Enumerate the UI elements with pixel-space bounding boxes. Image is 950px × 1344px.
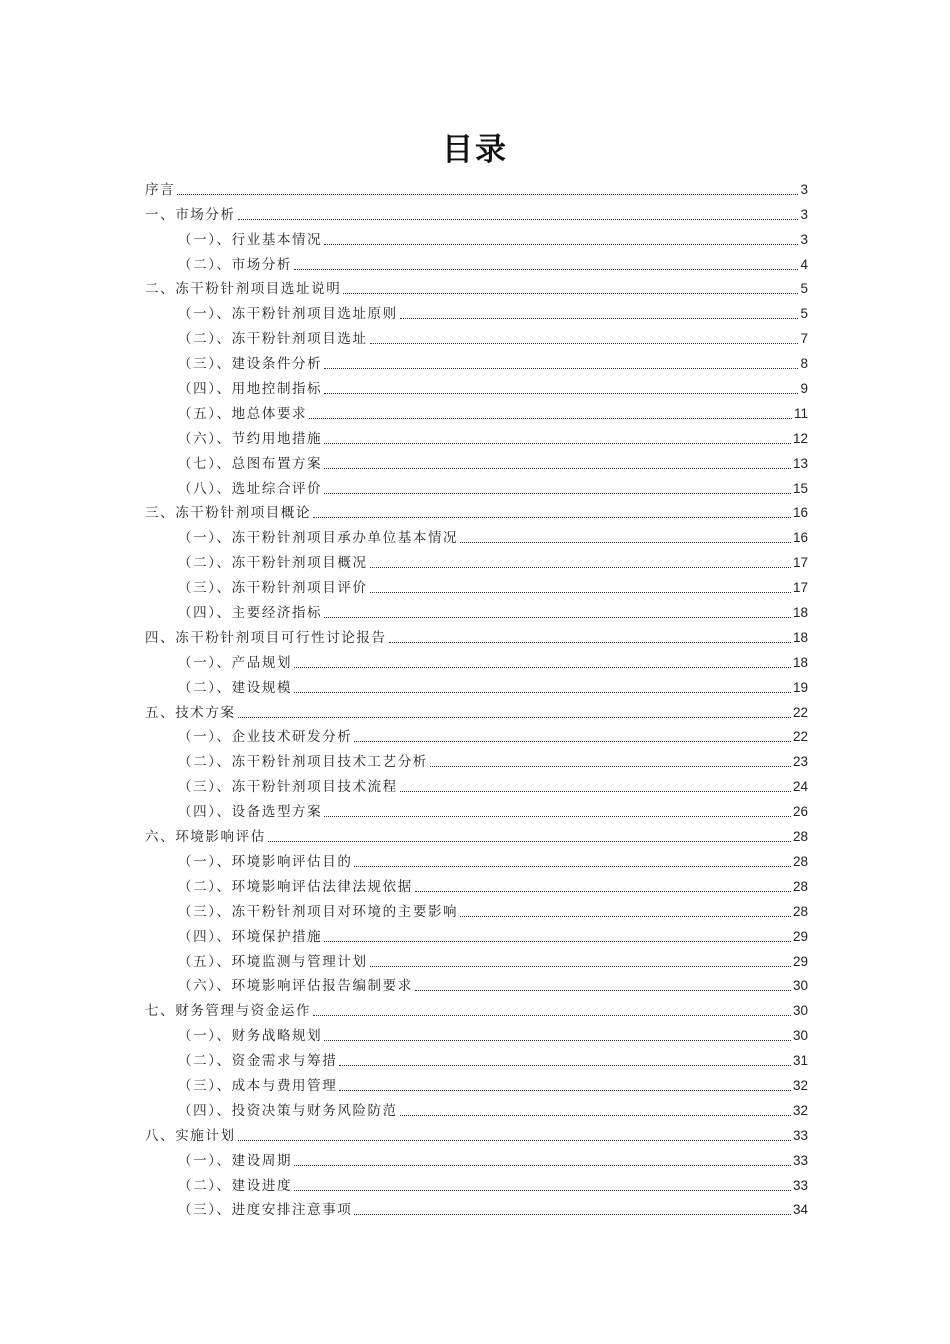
toc-entry-page-number: 16: [792, 505, 808, 521]
toc-dot-leader: [238, 717, 791, 718]
toc-entry-page-number: 28: [792, 853, 808, 869]
toc-entry-page-number: 28: [792, 829, 808, 845]
toc-entry-page-number: 29: [792, 953, 808, 969]
toc-dot-leader: [343, 293, 798, 294]
toc-entry-label: （一）、冻干粉针剂项目承办单位基本情况: [178, 530, 459, 547]
toc-entry-page-number: 32: [792, 1102, 808, 1118]
table-of-contents: [145, 174, 808, 1219]
toc-entry[interactable]: [145, 1195, 808, 1220]
toc-entry-label: （七）、总图布置方案: [178, 455, 323, 472]
toc-dot-leader: [354, 741, 791, 742]
toc-dot-leader: [238, 1140, 791, 1141]
toc-dot-leader: [415, 990, 791, 991]
toc-entry[interactable]: [145, 572, 808, 597]
toc-entry-page-number: 9: [800, 381, 808, 397]
toc-entry-label: （六）、节约用地措施: [178, 430, 323, 447]
toc-entry-label: 一、市场分析: [145, 206, 236, 223]
toc-entry-label: （三）、建设条件分析: [178, 356, 323, 373]
toc-entry[interactable]: [145, 697, 808, 722]
toc-entry-page-number: 22: [792, 729, 808, 745]
toc-entry-page-number: 3: [800, 181, 808, 197]
toc-entry-label: （一）、行业基本情况: [178, 231, 323, 248]
toc-entry[interactable]: [145, 1145, 808, 1170]
toc-entry-label: 七、财务管理与资金运作: [145, 1003, 312, 1020]
toc-entry-page-number: 7: [800, 331, 808, 347]
toc-dot-leader: [294, 1190, 791, 1191]
toc-entry-label: （四）、环境保护措施: [178, 928, 323, 945]
toc-entry-label: （一）、冻干粉针剂项目选址原则: [178, 306, 398, 323]
toc-dot-leader: [268, 841, 791, 842]
toc-entry[interactable]: [145, 547, 808, 572]
toc-entry-label: （二）、资金需求与筹措: [178, 1053, 338, 1070]
toc-entry-page-number: 19: [792, 679, 808, 695]
toc-dot-leader: [324, 493, 791, 494]
toc-entry-label: 序言: [145, 181, 176, 198]
toc-entry[interactable]: [145, 946, 808, 971]
toc-dot-leader: [324, 393, 798, 394]
toc-entry-label: （二）、冻干粉针剂项目选址: [178, 331, 368, 348]
toc-dot-leader: [294, 692, 791, 693]
toc-entry[interactable]: [145, 448, 808, 473]
toc-entry-label: （六）、环境影响评估报告编制要求: [178, 978, 413, 995]
toc-dot-leader: [370, 567, 791, 568]
toc-entry[interactable]: [145, 373, 808, 398]
toc-entry[interactable]: [145, 771, 808, 796]
toc-dot-leader: [415, 891, 791, 892]
toc-entry-page-number: 30: [792, 1003, 808, 1019]
toc-entry[interactable]: [145, 249, 808, 274]
toc-dot-leader: [400, 1115, 791, 1116]
toc-entry-label: （一）、财务战略规划: [178, 1028, 323, 1045]
toc-dot-leader: [400, 791, 791, 792]
toc-dot-leader: [339, 1065, 791, 1066]
toc-entry-page-number: 5: [800, 281, 808, 297]
toc-entry[interactable]: [145, 796, 808, 821]
toc-dot-leader: [294, 1165, 791, 1166]
toc-entry-page-number: 13: [792, 455, 808, 471]
toc-entry-page-number: 23: [792, 754, 808, 770]
toc-entry-label: （五）、地总体要求: [178, 405, 308, 422]
toc-entry-label: （二）、市场分析: [178, 256, 293, 273]
toc-entry-label: （三）、进度安排注意事项: [178, 1202, 353, 1219]
toc-dot-leader: [324, 468, 791, 469]
toc-dot-leader: [294, 667, 791, 668]
toc-dot-leader: [460, 916, 791, 917]
toc-dot-leader: [238, 219, 799, 220]
toc-entry-label: （二）、冻干粉针剂项目概况: [178, 555, 368, 572]
toc-dot-leader: [370, 592, 791, 593]
toc-dot-leader: [460, 542, 791, 543]
toc-dot-leader: [313, 1015, 791, 1016]
toc-entry[interactable]: [145, 199, 808, 224]
toc-entry-label: 四、冻干粉针剂项目可行性讨论报告: [145, 629, 387, 646]
toc-dot-leader: [400, 318, 799, 319]
toc-entry-label: （一）、企业技术研发分析: [178, 729, 353, 746]
toc-entry[interactable]: [145, 1070, 808, 1095]
toc-entry-page-number: 16: [792, 530, 808, 546]
toc-entry-label: 五、技术方案: [145, 704, 236, 721]
toc-entry-page-number: 28: [792, 878, 808, 894]
toc-entry-page-number: 29: [792, 928, 808, 944]
toc-entry[interactable]: [145, 1095, 808, 1120]
toc-entry-label: 八、实施计划: [145, 1127, 236, 1144]
toc-dot-leader: [354, 1214, 791, 1215]
toc-entry-page-number: 32: [792, 1077, 808, 1093]
toc-dot-leader: [324, 617, 791, 618]
toc-entry-page-number: 24: [792, 779, 808, 795]
toc-entry-page-number: 5: [800, 306, 808, 322]
toc-entry[interactable]: [145, 323, 808, 348]
toc-dot-leader: [324, 443, 791, 444]
toc-entry-label: （四）、设备选型方案: [178, 804, 323, 821]
toc-dot-leader: [430, 766, 791, 767]
toc-dot-leader: [324, 244, 798, 245]
toc-dot-leader: [370, 966, 791, 967]
toc-entry-label: （四）、主要经济指标: [178, 605, 323, 622]
toc-entry[interactable]: [145, 423, 808, 448]
toc-entry[interactable]: [145, 274, 808, 299]
toc-entry-label: （四）、投资决策与财务风险防范: [178, 1102, 398, 1119]
toc-entry-page-number: 30: [792, 1028, 808, 1044]
toc-entry[interactable]: [145, 1120, 808, 1145]
toc-entry-page-number: 18: [792, 629, 808, 645]
toc-entry-label: （二）、建设进度: [178, 1177, 293, 1194]
toc-entry-label: 六、环境影响评估: [145, 829, 266, 846]
toc-entry[interactable]: [145, 298, 808, 323]
toc-entry-label: （一）、建设周期: [178, 1152, 293, 1169]
toc-dot-leader: [324, 368, 798, 369]
toc-entry-label: （三）、冻干粉针剂项目对环境的主要影响: [178, 903, 459, 920]
toc-entry-page-number: 18: [792, 605, 808, 621]
toc-dot-leader: [324, 816, 791, 817]
toc-entry-page-number: 3: [800, 206, 808, 222]
toc-entry-page-number: 31: [792, 1053, 808, 1069]
toc-entry-page-number: 8: [800, 356, 808, 372]
toc-dot-leader: [370, 343, 799, 344]
toc-entry-label: （三）、冻干粉针剂项目评价: [178, 580, 368, 597]
toc-entry-label: （三）、冻干粉针剂项目技术流程: [178, 779, 398, 796]
toc-entry-page-number: 15: [792, 480, 808, 496]
toc-entry-label: （三）、成本与费用管理: [178, 1077, 338, 1094]
toc-entry-page-number: 22: [792, 704, 808, 720]
toc-entry[interactable]: [145, 1020, 808, 1045]
toc-entry[interactable]: [145, 971, 808, 996]
toc-entry[interactable]: [145, 896, 808, 921]
toc-entry-label: （一）、产品规划: [178, 654, 293, 671]
toc-entry[interactable]: [145, 224, 808, 249]
toc-entry[interactable]: [145, 498, 808, 523]
toc-entry-label: 二、冻干粉针剂项目选址说明: [145, 281, 342, 298]
toc-entry-page-number: 26: [792, 804, 808, 820]
toc-entry-label: （二）、环境影响评估法律法规依据: [178, 878, 413, 895]
toc-dot-leader: [354, 866, 791, 867]
toc-dot-leader: [294, 269, 798, 270]
toc-entry-page-number: 12: [792, 430, 808, 446]
toc-entry-page-number: 18: [792, 654, 808, 670]
toc-entry-label: （八）、选址综合评价: [178, 480, 323, 497]
toc-dot-leader: [313, 517, 791, 518]
toc-entry[interactable]: [145, 672, 808, 697]
toc-entry[interactable]: [145, 846, 808, 871]
toc-dot-leader: [309, 418, 792, 419]
toc-entry[interactable]: [145, 821, 808, 846]
toc-entry-page-number: 33: [792, 1152, 808, 1168]
toc-entry-page-number: 4: [800, 256, 808, 272]
toc-entry[interactable]: [145, 622, 808, 647]
toc-entry-label: （二）、建设规模: [178, 679, 293, 696]
toc-entry-page-number: 34: [792, 1202, 808, 1218]
toc-entry[interactable]: [145, 348, 808, 373]
toc-dot-leader: [389, 642, 791, 643]
toc-entry[interactable]: [145, 746, 808, 771]
toc-dot-leader: [339, 1090, 791, 1091]
toc-entry[interactable]: [145, 398, 808, 423]
toc-entry[interactable]: [145, 647, 808, 672]
toc-entry-page-number: 11: [793, 405, 808, 421]
toc-entry-label: （一）、环境影响评估目的: [178, 853, 353, 870]
toc-entry[interactable]: [145, 722, 808, 747]
toc-entry-page-number: 3: [800, 231, 808, 247]
toc-entry-page-number: 28: [792, 903, 808, 919]
toc-entry-page-number: 33: [792, 1177, 808, 1193]
toc-dot-leader: [324, 1040, 791, 1041]
toc-entry-page-number: 33: [792, 1127, 808, 1143]
toc-entry-label: （五）、环境监测与管理计划: [178, 953, 368, 970]
toc-entry[interactable]: [145, 871, 808, 896]
toc-entry[interactable]: [145, 995, 808, 1020]
toc-entry-page-number: 17: [792, 555, 808, 571]
toc-title: 目录: [442, 132, 508, 168]
toc-entry[interactable]: [145, 522, 808, 547]
toc-dot-leader: [324, 941, 791, 942]
toc-entry-page-number: 17: [792, 580, 808, 596]
toc-dot-leader: [177, 194, 798, 195]
toc-entry-label: （四）、用地控制指标: [178, 381, 323, 398]
toc-entry[interactable]: [145, 921, 808, 946]
toc-entry[interactable]: [145, 174, 808, 199]
toc-entry-label: （二）、冻干粉针剂项目技术工艺分析: [178, 754, 428, 771]
toc-entry-page-number: 30: [792, 978, 808, 994]
toc-entry[interactable]: [145, 1045, 808, 1070]
toc-entry[interactable]: [145, 597, 808, 622]
toc-entry-label: 三、冻干粉针剂项目概论: [145, 505, 312, 522]
toc-entry[interactable]: [145, 473, 808, 498]
toc-entry[interactable]: [145, 1170, 808, 1195]
